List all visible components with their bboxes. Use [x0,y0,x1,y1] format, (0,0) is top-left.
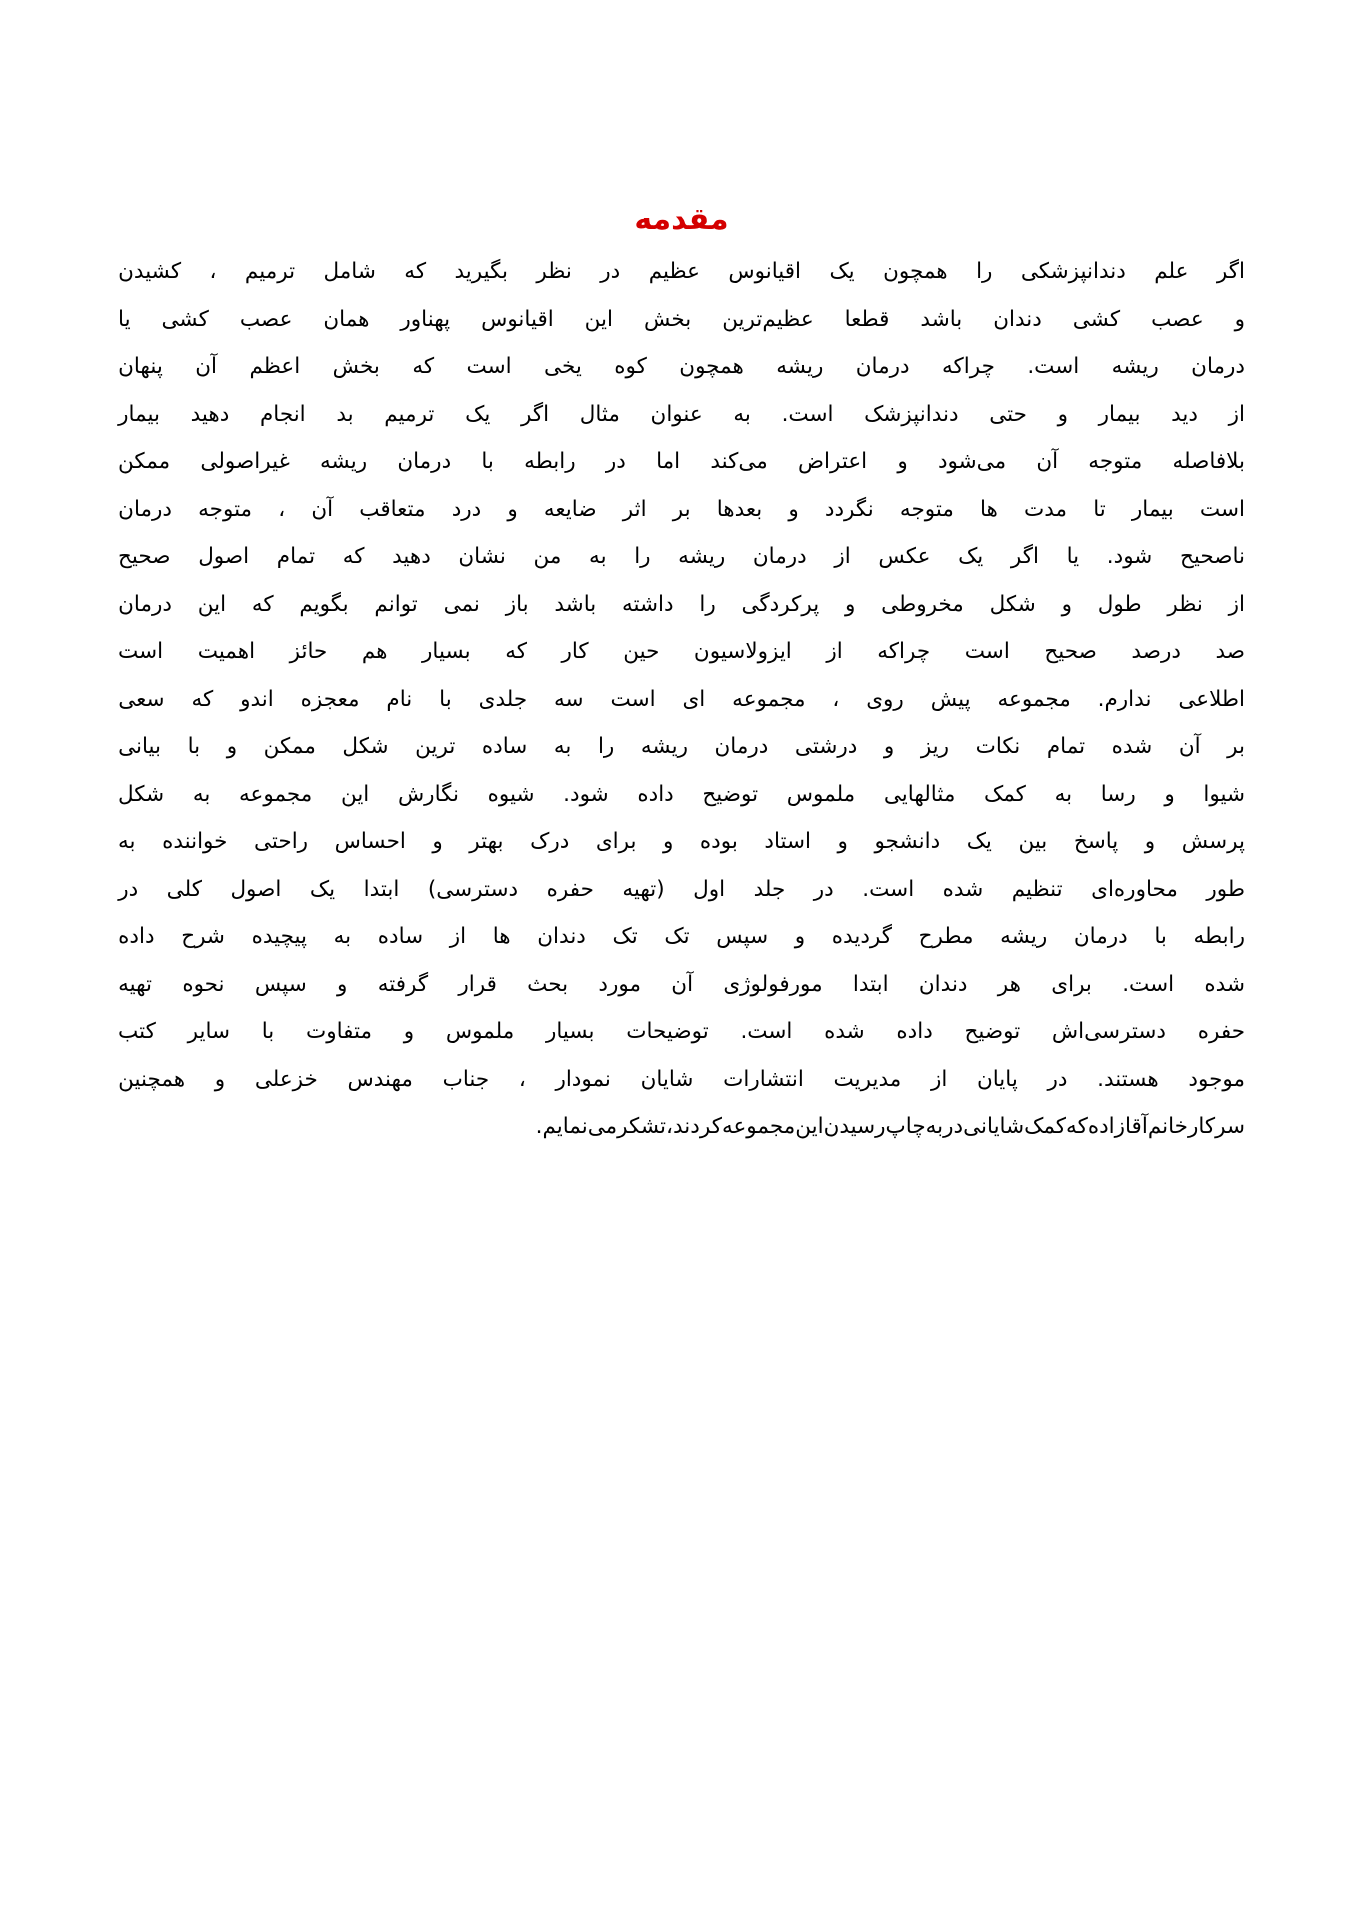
body-text-line: رابطه با درمان ریشه مطرح گردیده و سپس تک تک دندان ها از ساده به پیچیده شرح داده [118,924,1245,949]
body-text-line: است بیمار تا مدت ها متوجه نگردد و بعدها بر اثر ضایعه و درد متعاقب آن ، متوجه درمان [118,496,1245,522]
body-text-line: سرکار خانم آقازاده که کمک شایانی در به چاپ رسیدن این مجموعه کردند، تشکر می نمایم. [535,1114,1245,1139]
body-text-line: از نظر طول و شکل مخروطی و پرکردگی را داشته باشد باز نمی توانم بگویم که این درمان [118,591,1245,617]
body-text-line: پرسش و پاسخ بین یک دانشجو و استاد بوده و برای درک بهتر و احساس راحتی خواننده به [118,829,1245,854]
body-text-line: موجود هستند. در پایان از مدیریت انتشارات شایان نمودار ، جناب مهندس خزعلی و همچنین [118,1066,1245,1092]
body-text-line: حفره دسترسی‌اش توضیح داده شده است. توضیحات بسیار ملموس و متفاوت با سایر کتب [118,1019,1245,1044]
body-text-block [118,248,1245,1151]
body-text-line: بر آن شده تمام نکات ریز و درشتی درمان ریشه را به ساده ترین شکل ممکن و با بیانی [118,734,1245,759]
body-text-line: طور محاوره‌ای تنظیم شده است. در جلد اول (تهیه حفره دسترسی) ابتدا یک اصول کلی در [118,876,1245,902]
body-text-line: از دید بیمار و حتی دندانپزشک است. به عنوان مثال اگر یک ترمیم بد انجام دهید بیمار [118,401,1245,427]
body-text-line: شده است. برای هر دندان ابتدا مورفولوژی آن مورد بحث قرار گرفته و سپس نحوه تهیه [118,971,1245,997]
body-text-line: اطلاعی ندارم. مجموعه پیش روی ، مجموعه ای است سه جلدی با نام معجزه اندو که سعی [118,686,1245,712]
body-text-line: اگر علم دندانپزشکی را همچون یک اقیانوس عظیم در نظر بگیرید که شامل ترمیم ، کشیدن [118,259,1245,284]
body-text-line: صد درصد صحیح است چراکه از ایزولاسیون حین کار که بسیار هم حائز اهمیت است [118,639,1245,664]
body-text-line: ناصحیح شود. یا اگر یک عکس از درمان ریشه را به من نشان دهید که تمام اصول صحیح [118,544,1245,569]
body-text-line: و عصب کشی دندان باشد قطعا عظیم‌ترین بخش این اقیانوس پهناور همان عصب کشی یا [118,306,1245,332]
body-text-line: بلافاصله متوجه آن می‌شود و اعتراض می‌کند اما در رابطه با درمان ریشه غیراصولی ممکن [118,449,1245,474]
body-text-line: شیوا و رسا به کمک مثالهایی ملموس توضیح داده شود. شیوه نگارش این مجموعه به شکل [118,781,1245,807]
body-text-line: درمان ریشه است. چراکه درمان ریشه همچون کوه یخی است که بخش اعظم آن پنهان [118,354,1245,379]
page-title: مقدمه [634,202,729,238]
